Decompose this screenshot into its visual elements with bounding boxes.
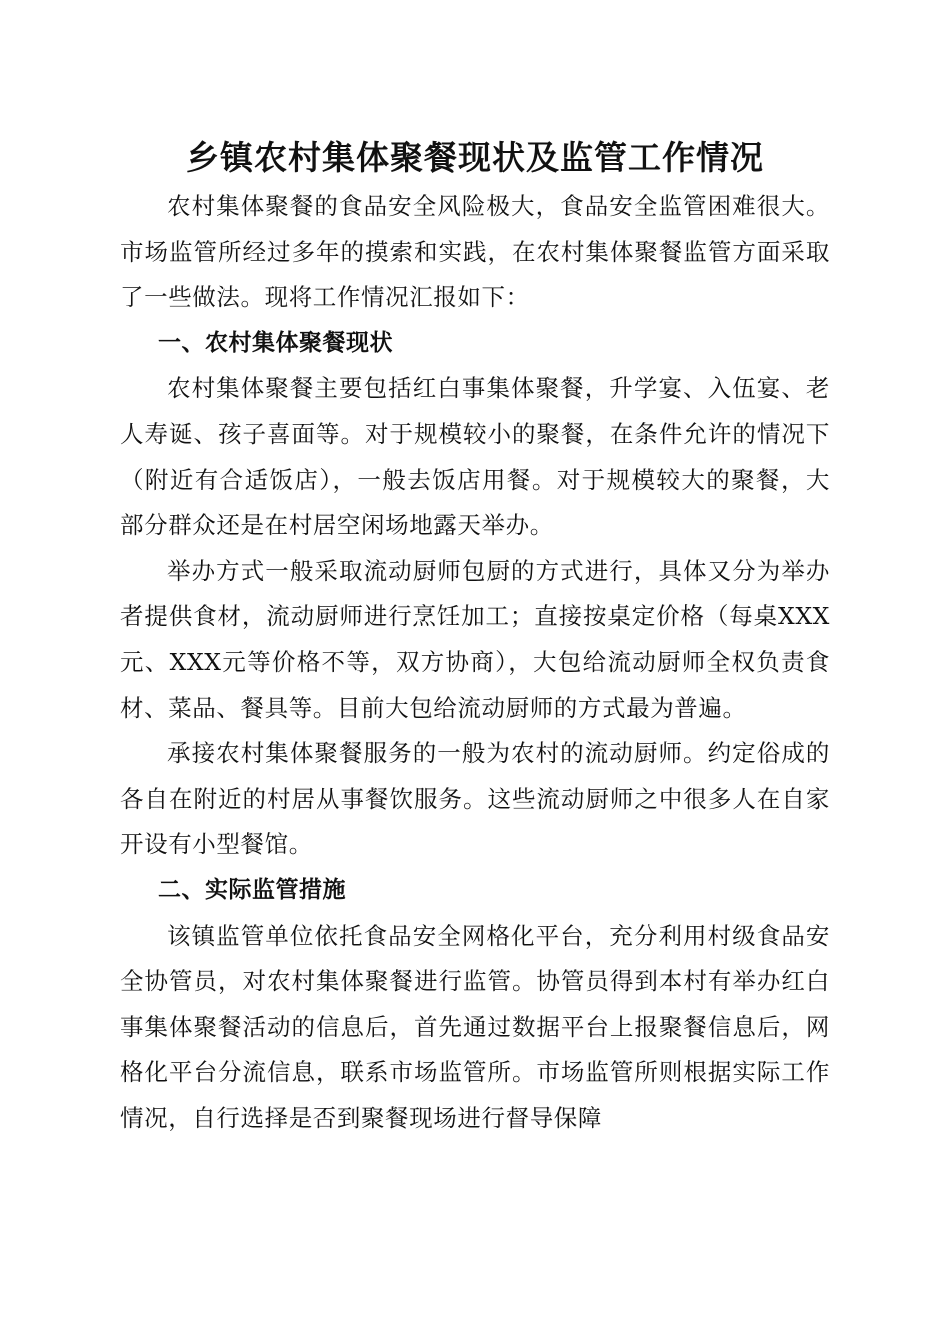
paragraph: 农村集体聚餐主要包括红白事集体聚餐，升学宴、入伍宴、老人寿诞、孩子喜面等。对于规模较小的聚餐，在条件允许的情况下（附近有合适饭店），一般去饭店用餐。对于规模较大的聚餐，大部分群众还是在村居空闲场地露天举办。 [120,374,830,540]
paragraph: 举办方式一般采取流动厨师包厨的方式进行，具体又分为举办者提供食材，流动厨师进行烹饪加工；直接按桌定价格（每桌XXX元、XXX元等价格不等，双方协商），大包给流动厨师全权负责食材、菜品、餐具等。目前大包给流动厨师的方式最为普遍。 [120,556,830,722]
document-body [120,184,830,1141]
intro-paragraph: 农村集体聚餐的食品安全风险极大，食品安全监管困难很大。市场监管所经过多年的摸索和实践，在农村集体聚餐监管方面采取了一些做法。现将工作情况汇报如下： [120,192,830,312]
document-title: 乡镇农村集体聚餐现状及监管工作情况 [186,138,764,177]
paragraph: 该镇监管单位依托食品安全网格化平台，充分利用村级食品安全协管员，对农村集体聚餐进行监管。协管员得到本村有举办红白事集体聚餐活动的信息后，首先通过数据平台上报聚餐信息后，网格化平台分流信息，联系市场监管所。市场监管所则根据实际工作情况，自行选择是否到聚餐现场进行督导保障 [120,921,830,1132]
paragraph: 承接农村集体聚餐服务的一般为农村的流动厨师。约定俗成的各自在附近的村居从事餐饮服务。这些流动厨师之中很多人在自家开设有小型餐馆。 [120,739,830,859]
section-heading-status: 一、农村集体聚餐现状 [158,329,393,356]
section-heading-measures: 二、实际监管措施 [158,876,346,903]
